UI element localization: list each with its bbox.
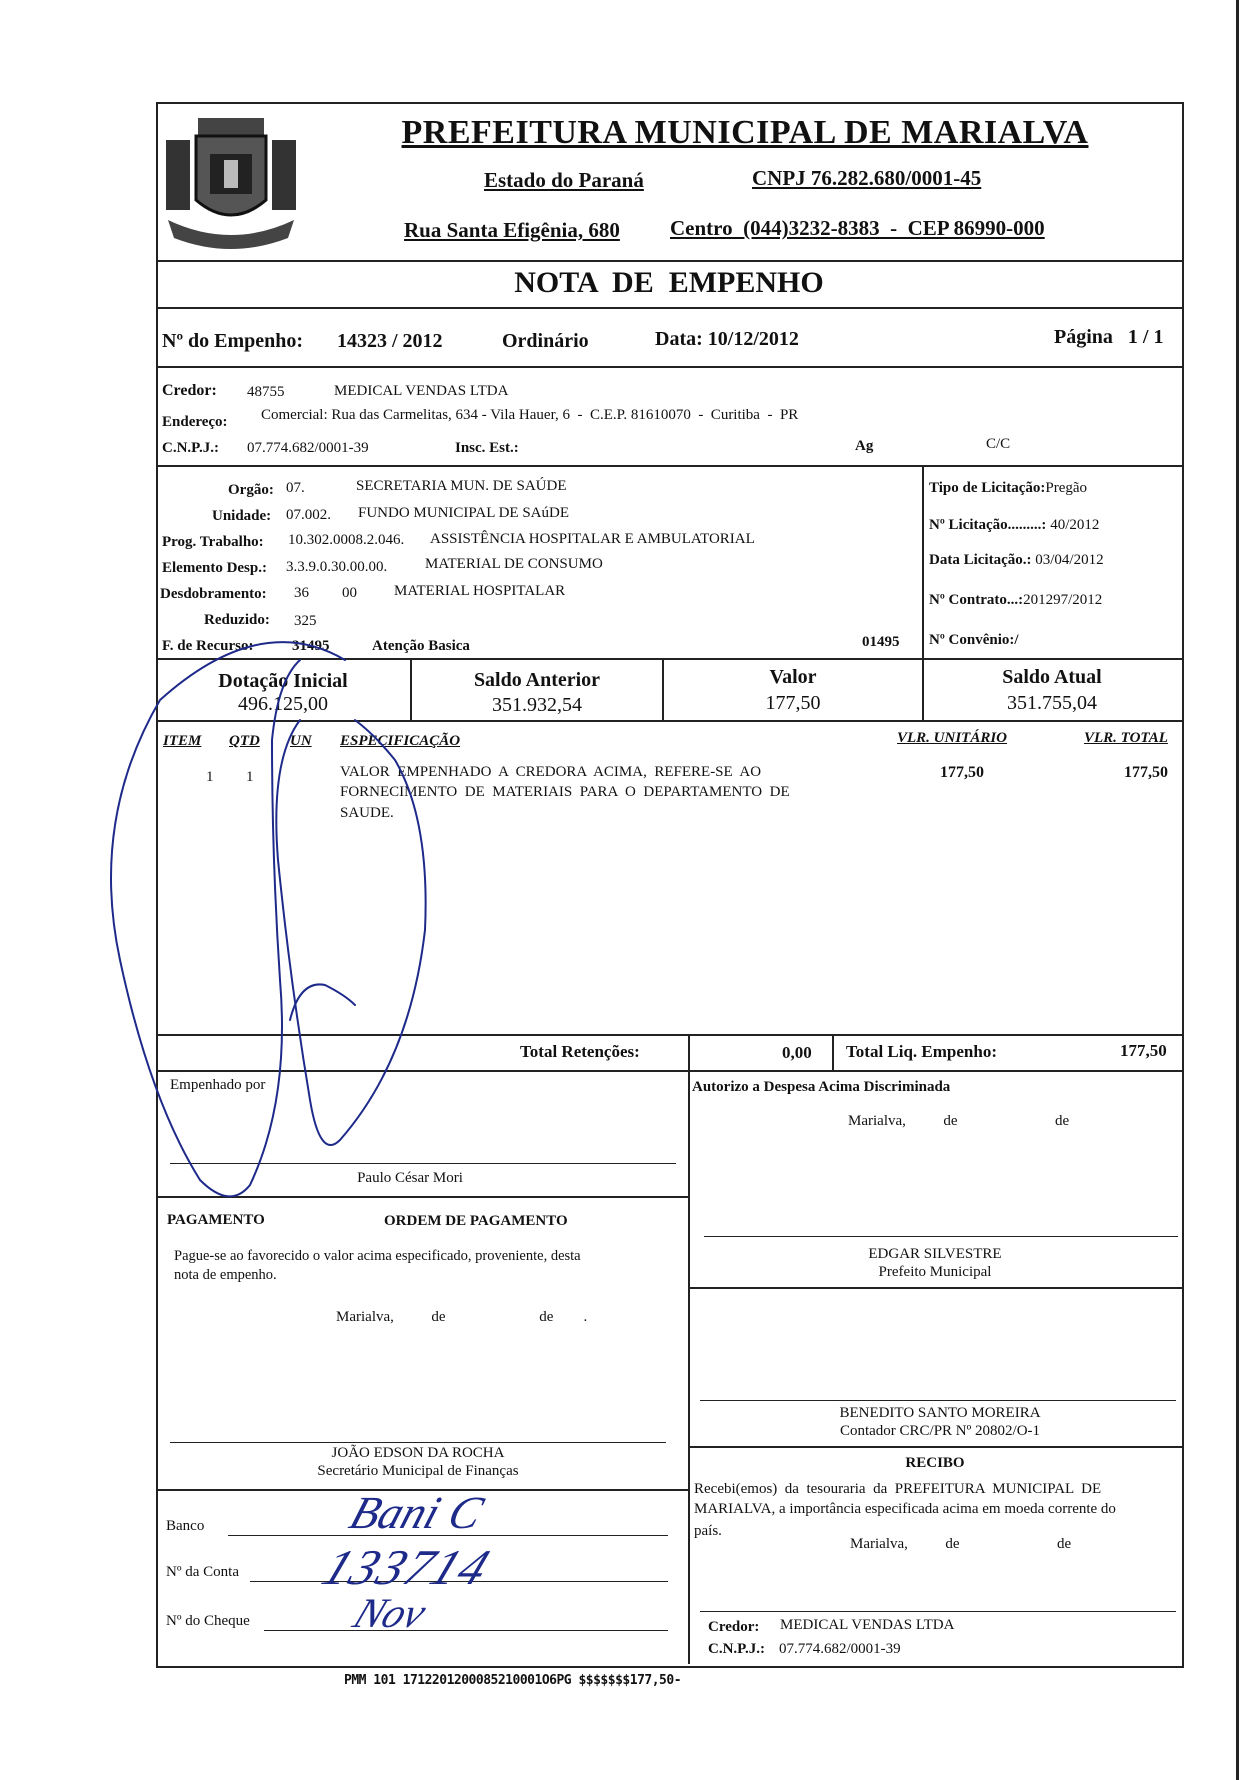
payment-text-2: nota de empenho.	[174, 1267, 277, 1283]
recibo-cnpj: 07.774.682/0001-39	[779, 1641, 901, 1657]
empenhado-label: Empenhado por	[170, 1077, 266, 1093]
convenio: Nº Convênio:/	[929, 632, 1019, 648]
licitacao-tipo-label: Tipo de Licitação:Pregão	[929, 480, 1088, 496]
recibo-credor-name: MEDICAL VENDAS LTDA	[780, 1617, 955, 1633]
autorizo-date-line: Marialva, de de	[848, 1113, 1070, 1129]
prog-label: Prog. Trabalho:	[162, 534, 264, 550]
insc-label: Insc. Est.:	[455, 440, 519, 456]
orgao-label: Orgão:	[228, 482, 274, 498]
reduzido-label: Reduzido:	[204, 612, 270, 628]
empenho-date: Data: 10/12/2012	[655, 328, 799, 350]
header-state: Estado do Paraná	[484, 168, 644, 192]
row-total: 177,50	[1124, 764, 1168, 781]
row-spec-3: SAUDE.	[340, 805, 394, 821]
licitacao-num: Nº Licitação.........: 40/2012	[929, 517, 1100, 533]
licitacao-data: Data Licitação.: 03/04/2012	[929, 552, 1104, 568]
payment-date-line: Marialva, de de .	[336, 1309, 588, 1325]
recibo-title: RECIBO	[905, 1455, 965, 1471]
reduzido-value: 325	[294, 613, 317, 629]
desdobramento-name: MATERIAL HOSPITALAR	[394, 583, 566, 599]
credor-label: Credor:	[162, 382, 217, 399]
unidade-label: Unidade:	[212, 508, 272, 524]
col-header-un: UN	[290, 733, 312, 749]
secretary-name: JOÃO EDSON DA ROCHA	[331, 1445, 505, 1461]
valor-label: Valor	[769, 666, 817, 688]
doc-title: NOTA DE EMPENHO	[514, 266, 824, 299]
accountant-name: BENEDITO SANTO MOREIRA	[839, 1405, 1041, 1421]
liq-label: Total Liq. Empenho:	[846, 1042, 997, 1061]
header-title: PREFEITURA MUNICIPAL DE MARIALVA	[401, 114, 1089, 151]
header-address-rest: Centro (044)3232-8383 - CEP 86990-000	[670, 216, 1045, 240]
credor-code: 48755	[247, 384, 285, 400]
unidade-code: 07.002.	[286, 507, 331, 523]
barcode-text: PMM 101 1712201200085210001O6PG $$$$$$$177,50-	[344, 1673, 682, 1688]
desdobramento-sub: 00	[342, 585, 357, 601]
saldo-anterior-label: Saldo Anterior	[473, 669, 601, 691]
empenhado-name: Paulo César Mori	[357, 1170, 463, 1186]
dotacao-value: 496.125,00	[238, 693, 328, 715]
row-item: 1	[206, 769, 214, 785]
retencoes-label: Total Retenções:	[520, 1042, 640, 1061]
conta-label: Nº da Conta	[166, 1564, 239, 1580]
recurso-extra: 01495	[862, 634, 900, 650]
contrato: Nº Contrato...:201297/2012	[929, 592, 1103, 608]
cheque-label: Nº do Cheque	[166, 1613, 250, 1629]
row-unit-price: 177,50	[940, 764, 984, 781]
header-street: Rua Santa Efigênia, 680	[404, 218, 620, 242]
empenho-num-label: Nº do Empenho:	[162, 330, 304, 352]
address-label: Endereço:	[162, 414, 228, 430]
mayor-title: Prefeito Municipal	[878, 1264, 992, 1280]
row-qtd: 1	[246, 769, 254, 785]
desdobramento-code: 36	[294, 585, 309, 601]
credor-address: Comercial: Rua das Carmelitas, 634 - Vila Hauer, 6 - C.E.P. 81610070 - Curitiba - PR	[261, 407, 799, 423]
col-header-spec: ESPECIFICAÇÃO	[340, 733, 461, 749]
cc-label: C/C	[986, 436, 1011, 452]
row-spec-1: VALOR EMPENHADO A CREDORA ACIMA, REFERE-SE AO	[340, 764, 762, 780]
pagamento-label: PAGAMENTO	[167, 1212, 265, 1228]
recurso-code: 31495	[292, 638, 330, 654]
recibo-date-line: Marialva, de de	[850, 1536, 1072, 1552]
elemento-label: Elemento Desp.:	[162, 560, 267, 576]
secretary-title: Secretário Municipal de Finanças	[317, 1463, 519, 1479]
orgao-name: SECRETARIA MUN. DE SAÚDE	[356, 478, 567, 494]
payment-text-1: Pague-se ao favorecido o valor acima especificado, proveniente, desta	[174, 1248, 581, 1264]
banco-label: Banco	[166, 1518, 205, 1534]
row-spec-2: FORNECIMENTO DE MATERIAIS PARA O DEPARTAMENTO DE	[340, 784, 790, 800]
prog-code: 10.302.0008.2.046.	[288, 532, 405, 548]
empenho-type: Ordinário	[502, 330, 589, 352]
col-header-total: VLR. TOTAL	[1084, 730, 1168, 746]
autorizo-label: Autorizo a Despesa Acima Discriminada	[692, 1079, 951, 1095]
handwritten-banco: Bani C	[343, 1487, 490, 1538]
empenho-num-value: 14323 / 2012	[337, 330, 443, 352]
saldo-atual-label: Saldo Atual	[1002, 666, 1102, 688]
mayor-name: EDGAR SILVESTRE	[868, 1246, 1002, 1262]
recibo-text-3: país.	[694, 1523, 722, 1539]
header-cnpj: CNPJ 76.282.680/0001-45	[752, 166, 982, 190]
handwritten-conta: 133714	[314, 1539, 500, 1595]
recibo-credor-label: Credor:	[708, 1619, 760, 1635]
recibo-text-1: Recebi(emos) da tesouraria da PREFEITURA MUNICIPAL DE	[694, 1481, 1102, 1497]
dotacao-label: Dotação Inicial	[218, 670, 348, 692]
recurso-name: Atenção Basica	[372, 638, 470, 654]
credor-name: MEDICAL VENDAS LTDA	[334, 383, 509, 399]
accountant-title: Contador CRC/PR Nº 20802/O-1	[839, 1423, 1041, 1439]
col-header-item: ITEM	[163, 733, 202, 749]
empenho-page: Página 1 / 1	[1054, 326, 1164, 348]
col-header-qtd: QTD	[229, 733, 260, 749]
ag-label: Ag	[855, 438, 874, 454]
col-header-unit: VLR. UNITÁRIO	[897, 730, 1008, 746]
credor-cnpj: 07.774.682/0001-39	[247, 440, 369, 456]
orgao-code: 07.	[286, 480, 305, 496]
valor-value: 177,50	[765, 692, 821, 714]
saldo-anterior-value: 351.932,54	[492, 694, 582, 716]
desdobramento-label: Desdobramento:	[160, 586, 267, 602]
elemento-code: 3.3.9.0.30.00.00.	[286, 559, 388, 575]
cnpj-label: C.N.P.J.:	[162, 440, 219, 456]
saldo-atual-value: 351.755,04	[1007, 692, 1097, 714]
liq-value: 177,50	[1120, 1041, 1167, 1060]
recibo-cnpj-label: C.N.P.J.:	[708, 1641, 765, 1657]
unidade-name: FUNDO MUNICIPAL DE SAúDE	[358, 505, 569, 521]
recurso-label: F. de Recurso:	[162, 638, 254, 654]
ordem-pagamento-title: ORDEM DE PAGAMENTO	[384, 1213, 568, 1229]
elemento-name: MATERIAL DE CONSUMO	[425, 556, 603, 572]
handwritten-cheque: Nov	[346, 1591, 433, 1637]
retencoes-value: 0,00	[782, 1043, 812, 1062]
recibo-text-2: MARIALVA, a importância especificada acima em moeda corrente do	[694, 1501, 1116, 1517]
prog-name: ASSISTÊNCIA HOSPITALAR E AMBULATORIAL	[430, 531, 755, 547]
